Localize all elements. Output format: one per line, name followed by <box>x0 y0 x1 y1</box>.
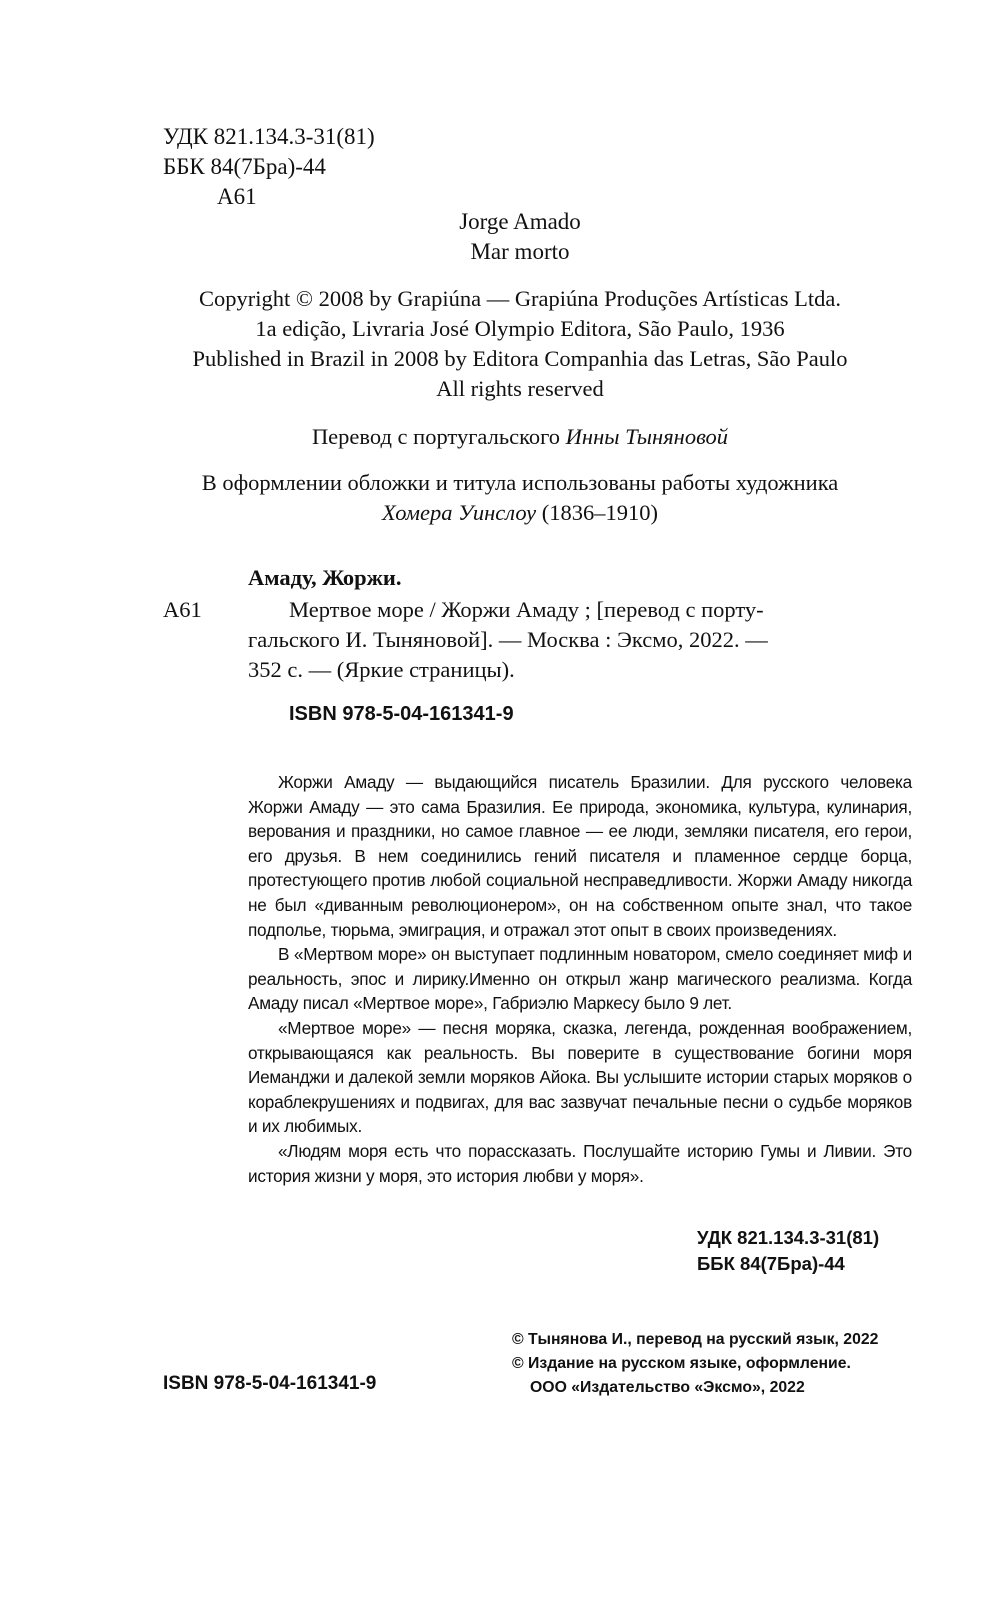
copyright-line-1: Copyright © 2008 by Grapiúna — Grapiúna Produções Artísticas Ltda. <box>199 286 841 311</box>
header-code: А61 <box>217 184 257 209</box>
annotation-paragraph-1: Жоржи Амаду — выдающийся писатель Бразилии. Для русского человека Жоржи Амаду — это сама Бразилия. Ее природа, экономика, культура, кулинария, верования и праздники, но самое главное — ее люди, земляки писателя, его герои, его друзья. В нем соединились гений писателя и пламенное сердце борца, протестующего против любой социальной несправедливости. Жоржи Амаду никогда не был «диванным революционером», он на собственном опыте знал, что такое подполье, тюрьма, эмиграция, и отражал этот опыт в своих произведениях. <box>248 772 912 940</box>
copyright-line-4: All rights reserved <box>436 376 604 401</box>
annotation <box>248 770 912 1188</box>
annotation-paragraph-4: «Людям моря есть что порассказать. Послушайте историю Гумы и Ливии. Это история жизни у моря, это история любви у моря». <box>248 1140 912 1186</box>
copyright-line-2: 1a edição, Livraria José Olympio Editora, São Paulo, 1936 <box>255 316 785 341</box>
catalog-code: А61 <box>163 597 202 622</box>
catalog-desc-line-2: гальского И. Тыняновой]. — Москва : Эксмо, 2022. — <box>248 627 768 652</box>
footer-isbn: ISBN 978-5-04-161341-9 <box>163 1373 377 1394</box>
translator-name: Инны Тыняновой <box>565 424 729 449</box>
cover-artist: Хомера Уинслоу <box>381 500 537 525</box>
original-author: Jorge Amado <box>459 209 581 234</box>
annotation-paragraph-3: «Мертвое море» — песня моряка, сказка, легенда, рожденная воображением, открывающаяся как реальность. Вы поверите в существование богини моря Иеманджи и далекой земли моряков Айока. Вы услышите истории старых моряков о кораблекрушениях и подвигах, для вас зазвучат печальные песни о судьбе моряков и их любимых. <box>248 1017 912 1137</box>
translation-line <box>120 424 920 450</box>
catalog-isbn: ISBN 978-5-04-161341-9 <box>289 703 514 725</box>
footer-copyright-2: © Издание на русском языке, оформление. <box>512 1355 851 1372</box>
catalog-desc-line-1: Мертвое море / Жоржи Амаду ; [перевод с порту- <box>289 597 764 622</box>
annotation-paragraph-2: В «Мертвом море» он выступает подлинным новатором, смело соединяет миф и реальность, эпос и лирику.Именно он открыл жанр магического реализма. Когда Амаду писал «Мертвое море», Габриэлю Маркесу было 9 лет. <box>248 944 912 1014</box>
cover-artist-years: (1836–1910) <box>541 500 659 525</box>
footer-copyright-3: ООО «Издательство «Эксмо», 2022 <box>530 1379 805 1396</box>
cover-credit-line-2 <box>120 500 920 526</box>
translation-prefix: Перевод с португальского <box>311 424 561 449</box>
original-title: Mar morto <box>470 239 570 264</box>
catalog-author-heading: Амаду, Жоржи. <box>248 565 402 590</box>
cover-credit-line-1: В оформлении обложки и титула использованы работы художника <box>201 470 839 495</box>
footer-copyright-1: © Тынянова И., перевод на русский язык, 2022 <box>512 1331 879 1348</box>
header-udk: УДК 821.134.3-31(81) <box>163 124 375 149</box>
header-bbk: ББК 84(7Бра)-44 <box>163 154 326 179</box>
catalog-desc-line-3: 352 с. — (Яркие страницы). <box>248 657 515 682</box>
copyright-line-3: Published in Brazil in 2008 by Editora Companhia das Letras, São Paulo <box>192 346 848 371</box>
classification-udk: УДК 821.134.3-31(81) <box>697 1227 880 1248</box>
classification-bbk: ББК 84(7Бра)-44 <box>697 1253 845 1274</box>
